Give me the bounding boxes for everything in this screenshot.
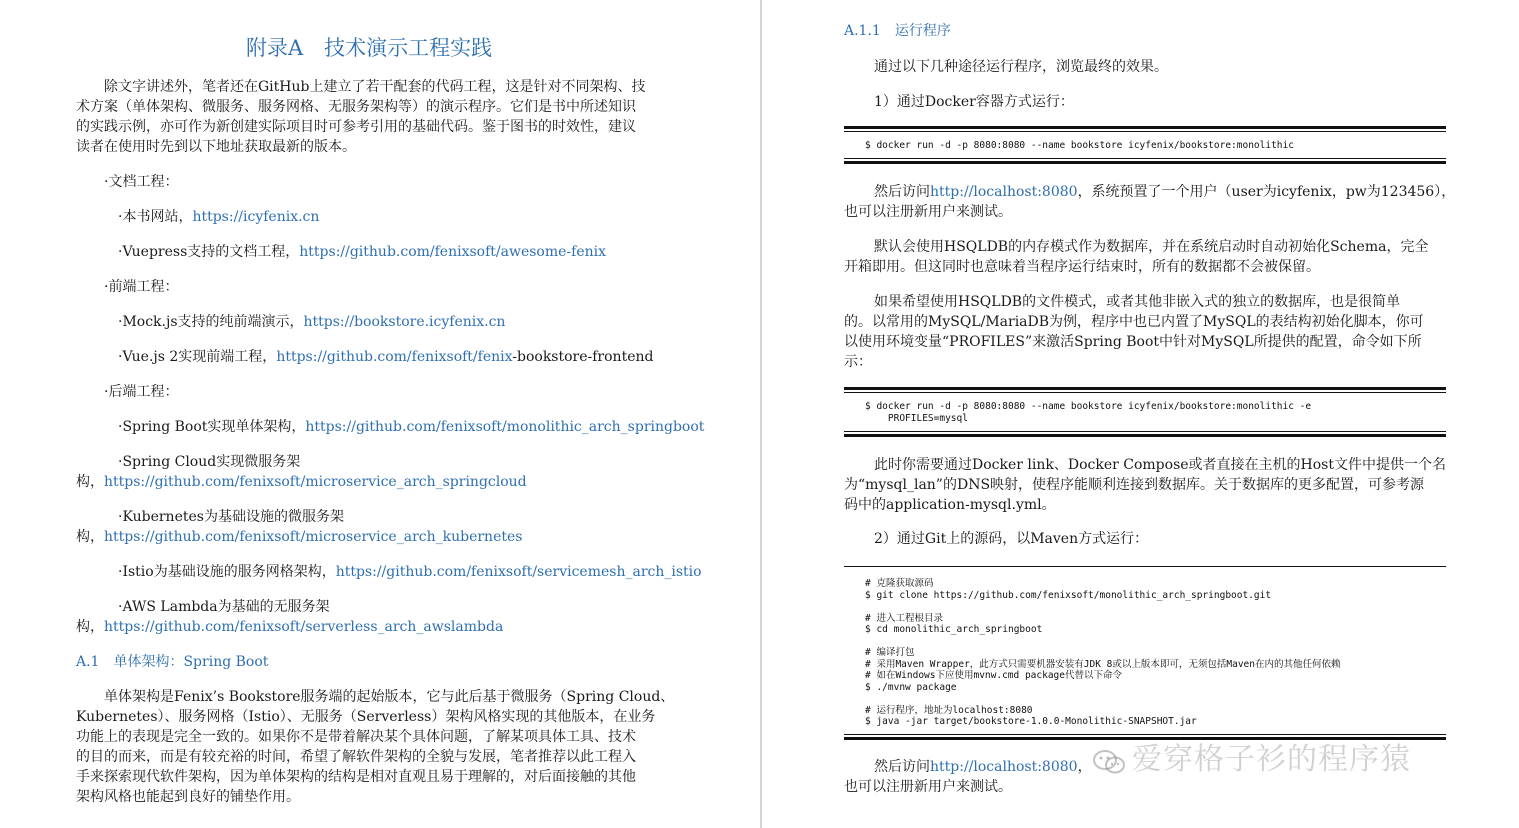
intro-line-1: 除文字讲述外，笔者还在GitHub上建立了若干配套的代码工程，这是针对不同架构、技 — [104, 79, 646, 95]
springcloud-item — [76, 472, 527, 492]
vue-link-tail: -bookstore-frontend — [512, 349, 654, 365]
vue-item — [118, 347, 653, 367]
a1-line-1: 单体架构是Fenix’s Bookstore服务端的起始版本，它与此后基于微服务（Spring Cloud、 — [104, 689, 675, 705]
vuepress-item — [118, 242, 606, 262]
access-pre: 然后访问 — [874, 184, 930, 200]
mock-link[interactable]: https://bookstore.icyfenix.cn — [303, 314, 506, 330]
site-label: ·本书网站， — [118, 209, 193, 225]
frontend-heading: ·前端工程： — [104, 279, 179, 295]
vue-label: ·Vue.js 2实现前端工程， — [118, 349, 277, 365]
vuepress-link[interactable]: https://github.com/fenixsoft/awesome-fenix — [299, 244, 606, 260]
site-link[interactable]: https://icyfenix.cn — [192, 209, 320, 225]
lambda-item — [76, 617, 503, 637]
dns-line-2: 为“mysql_lan”的DNS映射，使程序能顺利连接到数据库。关于数据库的更多配置，可参考源 — [844, 477, 1425, 493]
code3-bottom-rule-thin — [844, 734, 1446, 735]
dns-line-1: 此时你需要通过Docker link、Docker Compose或者直接在主机的Host文件中提供一个名 — [874, 457, 1446, 473]
lambda-label-2: 构， — [76, 619, 104, 635]
docker-step: 1）通过Docker容器方式运行： — [874, 94, 1074, 110]
intro-line-2: 术方案（单体架构、微服务、服务网格、无服务架构等）的演示程序。它们是书中所述知识 — [76, 99, 636, 115]
springcloud-label-2: 构， — [76, 474, 104, 490]
section-a11-heading: A.1.1 运行程序 — [844, 23, 951, 39]
k8s-label-2: 构， — [76, 529, 104, 545]
lambda-link[interactable]: https://github.com/fenixsoft/serverless_arch_awslambda — [104, 619, 504, 635]
intro-line-3: 的实践示例，亦可作为新创建实际项目时可参考引用的基础代码。鉴于图书的时效性，建议 — [76, 119, 636, 135]
springcloud-link[interactable]: https://github.com/fenixsoft/microservice_arch_springcloud — [104, 474, 527, 490]
watermark-text: 爱穿格子衫的程序猿 — [1132, 742, 1411, 777]
dns-line-3: 码中的application-mysql.yml。 — [844, 497, 1056, 513]
springboot-label: ·Spring Boot实现单体架构， — [118, 419, 306, 435]
wechat-icon — [1092, 748, 1126, 776]
mock-label: ·Mock.js支持的纯前端演示， — [118, 314, 304, 330]
code1-bottom-rule-thin — [844, 158, 1446, 159]
section-a1-heading: A.1 单体架构：Spring Boot — [76, 654, 269, 670]
a1-line-6: 架构风格也能起到良好的铺垫作用。 — [76, 789, 300, 805]
hsqldb-line-1: 默认会使用HSQLDB的内存模式作为数据库，并在系统启动时自动初始化Schema，完全 — [874, 239, 1429, 255]
maven-step: 2）通过Git上的源码，以Maven方式运行： — [874, 531, 1149, 547]
docker-run-code: $ docker run -d -p 8080:8080 --name bookstore icyfenix/bookstore:monolithic — [865, 140, 1294, 151]
access2-line-1 — [874, 757, 1092, 777]
access2-post: ， — [1077, 759, 1092, 775]
access-line-2: 也可以注册新用户来测试。 — [844, 204, 1012, 220]
code1-top-rule-thin — [844, 131, 1446, 132]
localhost-link[interactable]: http://localhost:8080 — [930, 184, 1078, 200]
access2-line-2: 也可以注册新用户来测试。 — [844, 779, 1012, 795]
site-item — [118, 207, 319, 227]
code2-top-rule — [844, 387, 1446, 390]
access-line-1 — [874, 182, 1455, 202]
mysql-line-3: 以使用环境变量“PROFILES”来激活Spring Boot中针对MySQL所提供的配置，命令如下所 — [844, 334, 1422, 350]
vue-link[interactable]: https://github.com/fenixsoft/fenix — [276, 349, 513, 365]
mysql-line-4: 示： — [844, 354, 872, 370]
code1-bottom-rule — [844, 161, 1446, 164]
lambda-label: ·AWS Lambda为基础的无服务架 — [118, 599, 330, 615]
istio-item — [118, 562, 702, 582]
a1-line-5: 手来探索现代软件架构，因为单体架构的结构是相对直观且易于理解的，对后面接触的其他 — [76, 769, 636, 785]
code2-bottom-rule — [844, 434, 1446, 437]
access-post: ，系统预置了一个用户（user为icyfenix，pw为123456）， — [1077, 184, 1456, 200]
k8s-link[interactable]: https://github.com/fenixsoft/microservice_arch_kubernetes — [104, 529, 523, 545]
localhost-link-2[interactable]: http://localhost:8080 — [930, 759, 1078, 775]
springboot-link[interactable]: https://github.com/fenixsoft/monolithic_arch_springboot — [305, 419, 705, 435]
code3-top-rule-thin — [844, 566, 1446, 567]
backend-heading: ·后端工程： — [104, 384, 179, 400]
a1-line-2: Kubernetes）、服务网格（Istio）、无服务（Serverless）架构风格实现的其他版本，在业务 — [76, 709, 656, 725]
mock-item — [118, 312, 505, 332]
docs-heading: ·文档工程： — [104, 174, 179, 190]
intro-line-4: 读者在使用时先到以下地址获取最新的版本。 — [76, 139, 356, 155]
istio-link[interactable]: https://github.com/fenixsoft/servicemesh_arch_istio — [335, 564, 702, 580]
springcloud-label: ·Spring Cloud实现微服务架 — [118, 454, 301, 470]
code2-top-rule-thin — [844, 392, 1446, 393]
maven-code: # 克隆获取源码 $ git clone https://github.com/fenixsoft/monolithic_arch_springboot.git # 进入工程根目录 $ cd monolithic_arch_springboot # 编译打包 # 采用Maven Wrapper，此方式只需要机器安装有JDK 8或以上版本即可，无须包括Maven在内的其他任何依赖 # 如在Windows下应使用mvnw.cmd package代替以下命令 $ ./mvnw package # 运行程序，地址为localhost:8080 $ java -jar target/bookstore-1.0.0-Monolithic-SNAPSHOT.jar — [865, 578, 1341, 727]
a1-line-3: 功能上的表现是完全一致的。如果你不是带着解决某个具体问题，了解某项具体工具、技术 — [76, 729, 636, 745]
page-title: 附录A 技术演示工程实践 — [246, 36, 493, 60]
k8s-item — [76, 527, 522, 547]
code2-bottom-rule-thin — [844, 431, 1446, 432]
k8s-label: ·Kubernetes为基础设施的微服务架 — [118, 509, 344, 525]
springboot-item — [118, 417, 704, 437]
access2-pre: 然后访问 — [874, 759, 930, 775]
a1-line-4: 的目的而来，而是有较充裕的时间，希望了解软件架构的全貌与发展，笔者推荐以此工程入 — [76, 749, 636, 765]
istio-label: ·Istio为基础设施的服务网格架构， — [118, 564, 336, 580]
mysql-line-1: 如果希望使用HSQLDB的文件模式，或者其他非嵌入式的独立的数据库，也是很简单 — [874, 294, 1401, 310]
code1-top-rule — [844, 126, 1446, 129]
run-intro: 通过以下几种途径运行程序，浏览最终的效果。 — [874, 59, 1168, 75]
code3-bottom-rule — [844, 737, 1446, 740]
right-page — [762, 0, 1519, 828]
docker-mysql-code: $ docker run -d -p 8080:8080 --name bookstore icyfenix/bookstore:monolithic -e PROFILES=mysql — [865, 401, 1312, 424]
mysql-line-2: 的。以常用的MySQL/MariaDB为例，程序中也已内置了MySQL的表结构初始化脚本，你可 — [844, 314, 1424, 330]
hsqldb-line-2: 开箱即用。但这同时也意味着当程序运行结束时，所有的数据都不会被保留。 — [844, 259, 1320, 275]
vuepress-label: ·Vuepress支持的文档工程， — [118, 244, 300, 260]
